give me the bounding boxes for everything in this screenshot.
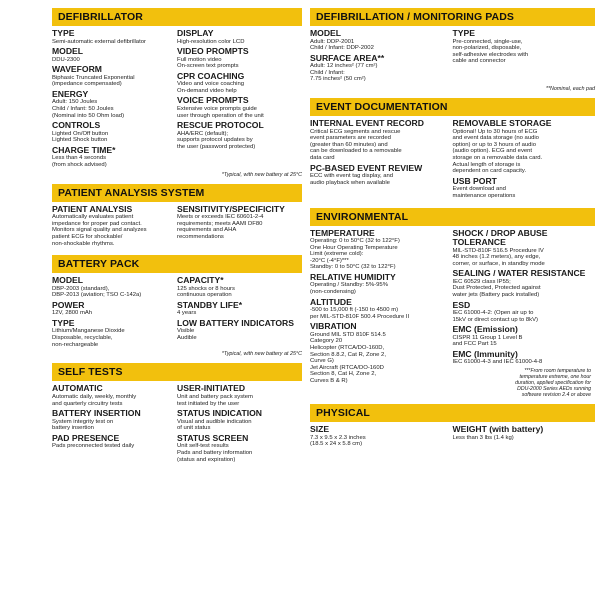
spec-value: Full motion video On-screen text prompts bbox=[177, 56, 239, 70]
spec-field bbox=[52, 65, 173, 88]
section-title: EVENT DOCUMENTATION bbox=[310, 98, 595, 116]
spec-value: Adult: 150 Joules Child / Infant: 50 Joules (Nominal into 50 Ohm load) bbox=[52, 99, 125, 119]
spec-field bbox=[52, 384, 173, 407]
spec-field bbox=[177, 409, 298, 432]
spec-field bbox=[177, 434, 298, 463]
spec-label: LOW BATTERY INDICATORS bbox=[177, 317, 294, 328]
spec-value: Visible Audible bbox=[177, 328, 197, 342]
spec-label: RELATIVE HUMIDITY bbox=[310, 271, 396, 282]
spec-field bbox=[453, 29, 592, 65]
spec-field bbox=[177, 47, 298, 70]
spec-field bbox=[310, 322, 449, 384]
spec-label: PATIENT ANALYSIS bbox=[52, 203, 133, 214]
spec-value: ECC with event tag display, and audio playback when available bbox=[310, 173, 394, 186]
spec-value: -500 to 15,000 ft (-150 to 4500 m) per MIL-STD-810F 500.4 Procedure II bbox=[310, 307, 410, 320]
spec-label: SEALING / WATER RESISTANCE bbox=[452, 268, 586, 279]
section-title: SELF TESTS bbox=[52, 363, 302, 381]
spec-value: Less than 4 seconds (from shock advised) bbox=[52, 155, 107, 168]
spec-value: Ground MIL STD 810F 514.5 Category 20 Helicopter (RTCA/DO-160D, Section 8.8.2, Cat R, Zone 2, Curve G) Jet Aircraft (RTCA/DO-160D Section 8, Cat H, Zone 2, Curves B & R) bbox=[310, 331, 386, 385]
section-title: DEFIBRILLATION / MONITORING PADS bbox=[310, 8, 595, 26]
left-field-column bbox=[310, 425, 453, 450]
spec-field bbox=[52, 301, 173, 317]
footnote: *Typical, with new battery at 25°C bbox=[221, 171, 302, 178]
spec-field bbox=[177, 384, 298, 407]
spec-label: PC-BASED EVENT REVIEW bbox=[310, 162, 423, 173]
spec-label: EMC (Immunity) bbox=[452, 348, 518, 359]
spec-label: EMC (Emission) bbox=[452, 324, 518, 335]
spec-field bbox=[310, 29, 449, 52]
spec-label: POWER bbox=[52, 299, 85, 310]
spec-field bbox=[453, 177, 592, 200]
spec-value: Unit and battery pack system test initiated by the user bbox=[177, 393, 253, 407]
physical-section bbox=[310, 404, 595, 450]
spec-label: STANDBY LIFE* bbox=[177, 299, 243, 310]
spec-field bbox=[453, 425, 592, 441]
spec-field bbox=[177, 96, 298, 119]
spec-field bbox=[177, 319, 298, 342]
spec-value: AHA/ERC (default); supports protocol updates by the user (password protected) bbox=[177, 130, 256, 150]
section-title: BATTERY PACK bbox=[52, 255, 302, 273]
spec-label: INTERNAL EVENT RECORD bbox=[310, 118, 424, 129]
spec-field bbox=[177, 205, 298, 241]
spec-value: 7.3 x 9.5 x 2.3 inches (18.5 x 24 x 5.8 cm) bbox=[310, 434, 366, 448]
spec-value: DDU-2300 bbox=[52, 56, 80, 63]
spec-value: Pads preconnected tested daily bbox=[52, 443, 135, 450]
left-field-column bbox=[52, 205, 177, 249]
right-field-column bbox=[177, 29, 302, 171]
spec-value: Semi-automatic external defibrillator bbox=[52, 38, 146, 45]
section-columns bbox=[52, 205, 302, 249]
spec-value: 4 years bbox=[177, 310, 197, 317]
spec-field bbox=[310, 273, 449, 296]
spec-value: Less than 3 lbs (1.4 kg) bbox=[452, 434, 514, 441]
section-columns bbox=[310, 119, 595, 201]
spec-field bbox=[453, 119, 592, 175]
spec-label: PAD PRESENCE bbox=[52, 432, 120, 443]
spec-value: CISPR 11 Group 1 Level B and FCC Part 15 bbox=[452, 334, 523, 348]
spec-value: Optional! Up to 30 hours of ECG and event data storage (no audio option) or up to 3 hours of audio (audio option). ECG and event storage on a removable data card. Actual length of storage is dependent on card capacity. bbox=[452, 128, 543, 175]
spec-label: USB PORT bbox=[452, 175, 497, 186]
left-field-column bbox=[310, 29, 453, 85]
spec-label: CHARGE TIME* bbox=[52, 144, 116, 155]
spec-label: WAVEFORM bbox=[52, 64, 102, 75]
spec-field bbox=[52, 146, 173, 169]
spec-field bbox=[52, 319, 173, 348]
spec-label: TYPE bbox=[52, 317, 75, 328]
spec-label: CPR COACHING bbox=[177, 70, 245, 81]
spec-label: VOICE PROMPTS bbox=[177, 95, 249, 106]
left-field-column bbox=[52, 276, 177, 350]
spec-value: Automatically evaluates patient impedance for proper pad contact. Monitors signal quality and analyzes patient ECG for shockable/ non-shockable rhythms. bbox=[52, 214, 147, 247]
right-field-column bbox=[177, 384, 302, 465]
spec-label: TEMPERATURE bbox=[310, 227, 375, 238]
right-field-column bbox=[177, 276, 302, 350]
spec-value: Adult: 12 inches² (77 cm²) Child / Infant: 7.75 inches² (50 cm²) bbox=[310, 63, 378, 83]
section-title: DEFIBRILLATOR bbox=[52, 8, 302, 26]
spec-label: SIZE bbox=[310, 424, 330, 435]
section-columns bbox=[52, 276, 302, 350]
spec-value: Video and voice coaching On-demand video help bbox=[177, 81, 245, 94]
spec-label: ALTITUDE bbox=[310, 296, 352, 307]
spec-label: DISPLAY bbox=[177, 28, 214, 38]
event-documentation-section bbox=[310, 98, 595, 201]
spec-field bbox=[310, 229, 449, 271]
spec-label: MODEL bbox=[52, 275, 84, 286]
spec-field bbox=[52, 276, 173, 299]
right-field-column bbox=[177, 205, 302, 249]
spec-field bbox=[177, 29, 298, 45]
spec-value: MIL-STD-810F 516.5 Procedure IV 48 inches (1.2 meters), any edge, corner, or surface, in standby mode bbox=[452, 247, 545, 267]
left-field-column bbox=[310, 119, 453, 201]
right-field-column bbox=[453, 229, 596, 399]
spec-value: Adult: DDP-2001 Child / Infant: DDP-2002 bbox=[310, 38, 374, 52]
section-columns bbox=[310, 229, 595, 399]
spec-value: 12V, 2800 mAh bbox=[52, 310, 93, 317]
spec-value: Pre-connected, single-use, non-polarized, disposable, self-adhesive electrodes with cable and connector bbox=[452, 38, 529, 65]
spec-label: VIDEO PROMPTS bbox=[177, 46, 249, 57]
spec-label: ESD bbox=[452, 299, 471, 310]
spec-field bbox=[310, 164, 449, 187]
section-columns bbox=[310, 425, 595, 450]
spec-field bbox=[310, 54, 449, 83]
footnote: ***From room temperature to temperature extreme, one hour duration, applied specification for DDU-2000 Series AEDs running software revision 2.4 or above bbox=[515, 368, 591, 399]
environmental-section bbox=[310, 208, 595, 399]
spec-value: Meets or exceeds IEC 60601-2-4 requirements; meets AAMI DF80 requirements and AHA recommendations bbox=[177, 214, 264, 241]
spec-label: VIBRATION bbox=[310, 321, 357, 332]
spec-value: System integrity test on battery insertion bbox=[52, 418, 114, 432]
spec-label: CAPACITY* bbox=[177, 275, 224, 286]
section-title: ENVIRONMENTAL bbox=[310, 208, 595, 226]
spec-label: MODEL bbox=[52, 46, 84, 57]
spec-value: Extensive voice prompts guide user through operation of the unit bbox=[177, 105, 264, 119]
spec-label: ENERGY bbox=[52, 88, 89, 99]
spec-label: STATUS SCREEN bbox=[177, 432, 249, 443]
spec-value: DBP-2003 (standard), DBP-2013 (aviation; TSO C-142a) bbox=[52, 285, 142, 299]
spec-label: MODEL bbox=[310, 28, 342, 38]
spec-field bbox=[310, 425, 449, 448]
spec-value: Automatic daily, weekly, monthly and quarterly circuitry tests bbox=[52, 393, 137, 407]
spec-label: RESCUE PROTOCOL bbox=[177, 120, 264, 131]
spec-label: TYPE bbox=[452, 28, 475, 38]
spec-field bbox=[52, 205, 173, 247]
spec-value: Biphasic Truncated Exponential (impedance compensated) bbox=[52, 74, 135, 88]
right-column bbox=[310, 8, 595, 456]
section-columns bbox=[52, 384, 302, 465]
spec-field bbox=[310, 298, 449, 321]
patient-analysis-section bbox=[52, 184, 302, 249]
left-column bbox=[52, 8, 302, 471]
defibrillator-section bbox=[52, 8, 302, 178]
spec-label: TYPE bbox=[52, 28, 75, 38]
spec-value: Visual and audible indication of unit status bbox=[177, 418, 252, 432]
spec-field bbox=[177, 72, 298, 95]
spec-value: IEC 61000-4-3 and IEC 61000-4-8 bbox=[452, 359, 543, 366]
spec-field bbox=[52, 409, 173, 432]
spec-field bbox=[52, 434, 173, 450]
spec-label: SHOCK / DROP ABUSE TOLERANCE bbox=[452, 227, 548, 248]
right-field-column bbox=[453, 29, 596, 85]
spec-field bbox=[453, 350, 592, 366]
spec-value: 125 shocks or 8 hours continuous operation bbox=[177, 285, 235, 299]
footnote: **Nominal, each pad bbox=[545, 85, 595, 92]
spec-field bbox=[177, 121, 298, 150]
spec-value: Operating / Standby: 5%-95% (non-condensing) bbox=[310, 282, 388, 296]
spec-field bbox=[453, 269, 592, 298]
spec-value: Unit self-test results Pads and battery information (status and expiration) bbox=[177, 443, 253, 463]
spec-label: AUTOMATIC bbox=[52, 383, 103, 394]
spec-label: BATTERY INSERTION bbox=[52, 408, 141, 419]
left-field-column bbox=[310, 229, 453, 399]
section-title: PHYSICAL bbox=[310, 404, 595, 422]
pads-section bbox=[310, 8, 595, 92]
spec-label: SENSITIVITY/SPECIFICITY bbox=[177, 203, 285, 214]
right-field-column bbox=[453, 119, 596, 201]
spec-field bbox=[310, 119, 449, 161]
spec-field bbox=[52, 90, 173, 119]
spec-label: CONTROLS bbox=[52, 120, 101, 131]
self-tests-section bbox=[52, 363, 302, 465]
spec-value: Critical ECG segments and rescue event parameters are recorded (greater than 60 minutes) and can be downloaded to a removable data card bbox=[310, 128, 402, 162]
spec-field bbox=[453, 229, 592, 268]
spec-value: Event download and maintenance operations bbox=[452, 186, 516, 199]
section-columns bbox=[52, 29, 302, 171]
spec-field bbox=[52, 121, 173, 144]
spec-label: WEIGHT (with battery) bbox=[452, 424, 544, 435]
spec-label: USER-INITIATED bbox=[177, 383, 246, 394]
left-field-column bbox=[52, 29, 177, 171]
spec-label: REMOVABLE STORAGE bbox=[452, 118, 552, 129]
left-field-column bbox=[52, 384, 177, 465]
spec-field bbox=[177, 276, 298, 299]
spec-value: IEC 61000-4-2: (Open air up to 15kV or direct contact up to 8kV) bbox=[452, 310, 538, 323]
footnote: *Typical, with new battery at 25°C bbox=[221, 351, 302, 358]
battery-pack-section bbox=[52, 255, 302, 357]
spec-value: Operating: 0 to 50°C (32 to 122°F) One Hour Operating Temperature Limit (extreme cold): -20°C (-4°F)*** Standby: 0 to 50°C (32 to 122°F) bbox=[310, 238, 400, 271]
spec-value: IEC 60529 class IP55; Dust Protected, Protected against water jets (Battery pack installed) bbox=[452, 278, 541, 298]
spec-field bbox=[453, 325, 592, 348]
spec-label: SURFACE AREA** bbox=[310, 52, 385, 63]
spec-field bbox=[453, 301, 592, 324]
spec-field bbox=[177, 301, 298, 317]
section-columns bbox=[310, 29, 595, 85]
spec-value: High-resolution color LCD bbox=[177, 38, 245, 45]
spec-value: Lighted On/Off button Lighted Shock button bbox=[52, 130, 109, 144]
section-title: PATIENT ANALYSIS SYSTEM bbox=[52, 184, 302, 202]
spec-value: Lithium/Manganese Dioxide Disposable, recyclable, non-rechargeable bbox=[52, 328, 125, 348]
spec-field bbox=[52, 47, 173, 63]
spec-label: STATUS INDICATION bbox=[177, 408, 262, 419]
spec-field bbox=[52, 29, 173, 45]
right-field-column bbox=[453, 425, 596, 450]
